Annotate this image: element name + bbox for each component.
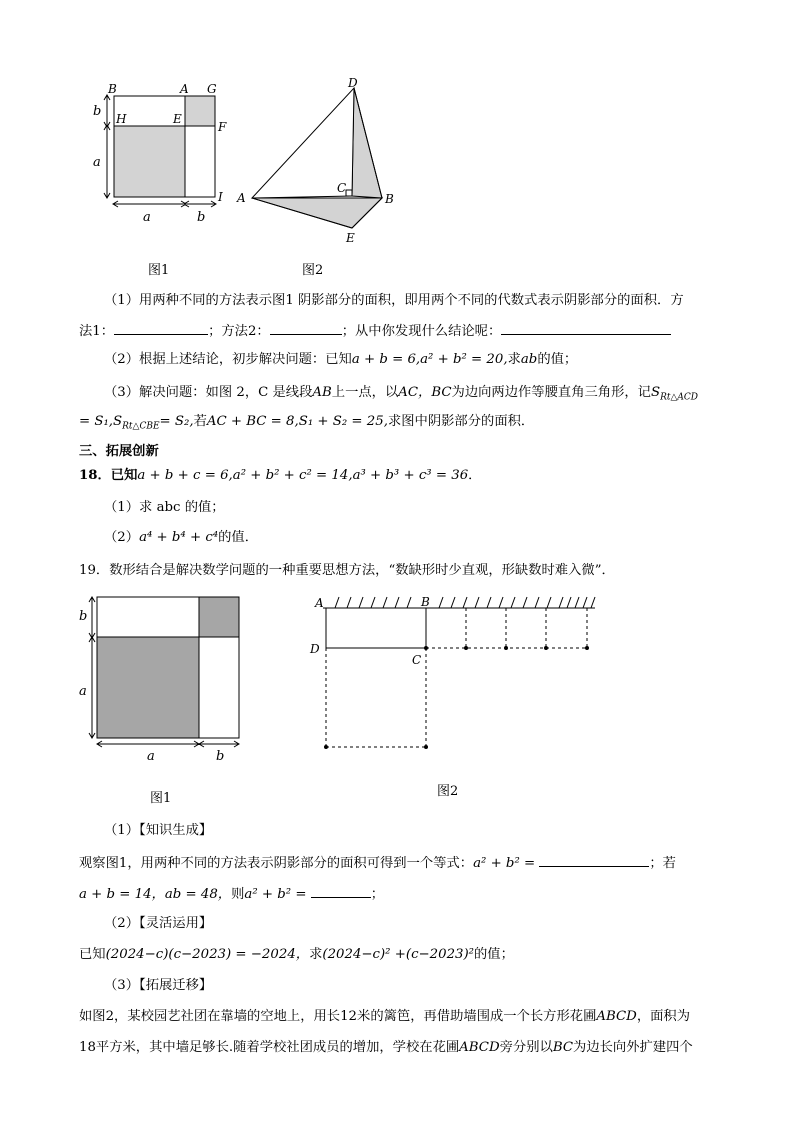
- q19-line-1: 观察图1，用两种不同的方法表示阴影部分的面积可得到一个等式：a² + b² = ；若: [79, 852, 676, 874]
- answer-blank-method1[interactable]: [114, 320, 208, 335]
- q17-part3-line1: （3）解决问题：如图 2，C 是线段AB上一点，以AC，BC为边向两边作等腰直角三角形，记$S_{Rt\triangle ACD}$: [104, 385, 699, 403]
- label-a-left: a: [93, 155, 101, 170]
- figure-1-top: [85, 78, 245, 228]
- answer-blank-identity[interactable]: [539, 852, 649, 867]
- q19-stem: 19．数形结合是解决数学问题的一种重要思想方法，“数缺形时少直观，形缺数时难入微”．: [79, 563, 615, 578]
- section-title-3: 三、拓展创新: [79, 444, 159, 459]
- q19-figure-1: [70, 592, 250, 772]
- q19-label-a-bottom: a: [147, 749, 155, 764]
- q19-label-a-left: a: [79, 684, 87, 699]
- label-C2: C: [337, 181, 347, 195]
- label-I: I: [218, 190, 223, 204]
- label-B2: B: [385, 192, 394, 206]
- label-G: G: [207, 82, 217, 96]
- q18-part2: （2）a⁴ + b⁴ + c⁴的值．: [104, 530, 259, 545]
- q19-heading-1: （1）【知识生成】: [104, 823, 213, 838]
- fig2-caption-top: 图2: [302, 263, 324, 278]
- label-a-bottom: a: [143, 210, 151, 225]
- label-A2: A: [237, 191, 246, 205]
- q19-line-4: 如图2，某校园艺社团在靠墙的空地上，用长12米的篱笆，再借助墙围成一个长方形花圃ABCD，面积为: [79, 1009, 691, 1024]
- q18-stem: 18．已知a + b + c = 6,a² + b² + c² = 14,a³ + b³ + c³ = 36．: [79, 468, 482, 483]
- shaded-square-b: [185, 96, 215, 126]
- q17-part3-line2: = $S_1,S_{Rt\triangle CBE}= S_2$,若AC + BC = 8,S₁ + S₂ = 25,求图中阴影部分的面积．: [79, 414, 535, 432]
- answer-blank-conclusion[interactable]: [501, 320, 671, 335]
- q19-figure-2: [305, 592, 605, 762]
- q19-label-b-bottom: b: [216, 749, 225, 764]
- q19-heading-2: （2）【灵活运用】: [104, 916, 213, 931]
- label-b-left: b: [93, 104, 102, 119]
- label-A: A: [180, 82, 189, 96]
- q19-label-B: B: [421, 595, 430, 609]
- q19-label-C: C: [412, 653, 422, 667]
- fig1-caption-top: 图1: [148, 263, 170, 278]
- q19-line-2: a + b = 14，ab = 48，则a² + b² = ；: [79, 883, 384, 905]
- label-E: E: [173, 112, 182, 126]
- shaded-square-a: [114, 126, 185, 197]
- q19-fig1-caption: 图1: [150, 791, 172, 806]
- q17-part1-line1: （1）用两种不同的方法表示图1 阴影部分的面积，即用两个不同的代数式表示阴影部分的面积．方: [104, 293, 684, 308]
- q17-part1-line2: 法1： ；方法2： ；从中你发现什么结论呢：: [79, 320, 671, 342]
- label-F: F: [218, 120, 227, 134]
- q18-part1: （1）求 abc 的值；: [104, 500, 225, 515]
- q19-label-D: D: [310, 642, 320, 656]
- q19-line-5: 18平方米，其中墙足够长.随着学校社团成员的增加，学校在花圃ABCD旁分别以BC为边长向外扩建四个: [79, 1040, 693, 1055]
- q19-fig2-caption: 图2: [437, 784, 459, 799]
- answer-blank-sum-squares[interactable]: [311, 883, 371, 898]
- q19-label-A: A: [315, 596, 324, 610]
- shaded-triangle-2: [252, 198, 382, 228]
- q17-part2: （2）根据上述结论，初步解决问题：已知a + b = 6,a² + b² = 20,求ab的值；: [104, 352, 578, 367]
- label-B: B: [108, 82, 117, 96]
- label-D: D: [348, 78, 358, 90]
- answer-blank-method2[interactable]: [270, 320, 342, 335]
- figure-2-top: [232, 78, 402, 248]
- q19-line-3: 已知(2024−c)(c−2023) = −2024，求(2024−c)² +(c−2023)²的值；: [79, 947, 514, 962]
- label-E2: E: [346, 231, 355, 245]
- q19-heading-3: （3）【拓展迁移】: [104, 978, 213, 993]
- label-b-bottom: b: [197, 210, 206, 225]
- q19-label-b-left: b: [79, 609, 88, 624]
- label-H: H: [116, 112, 127, 126]
